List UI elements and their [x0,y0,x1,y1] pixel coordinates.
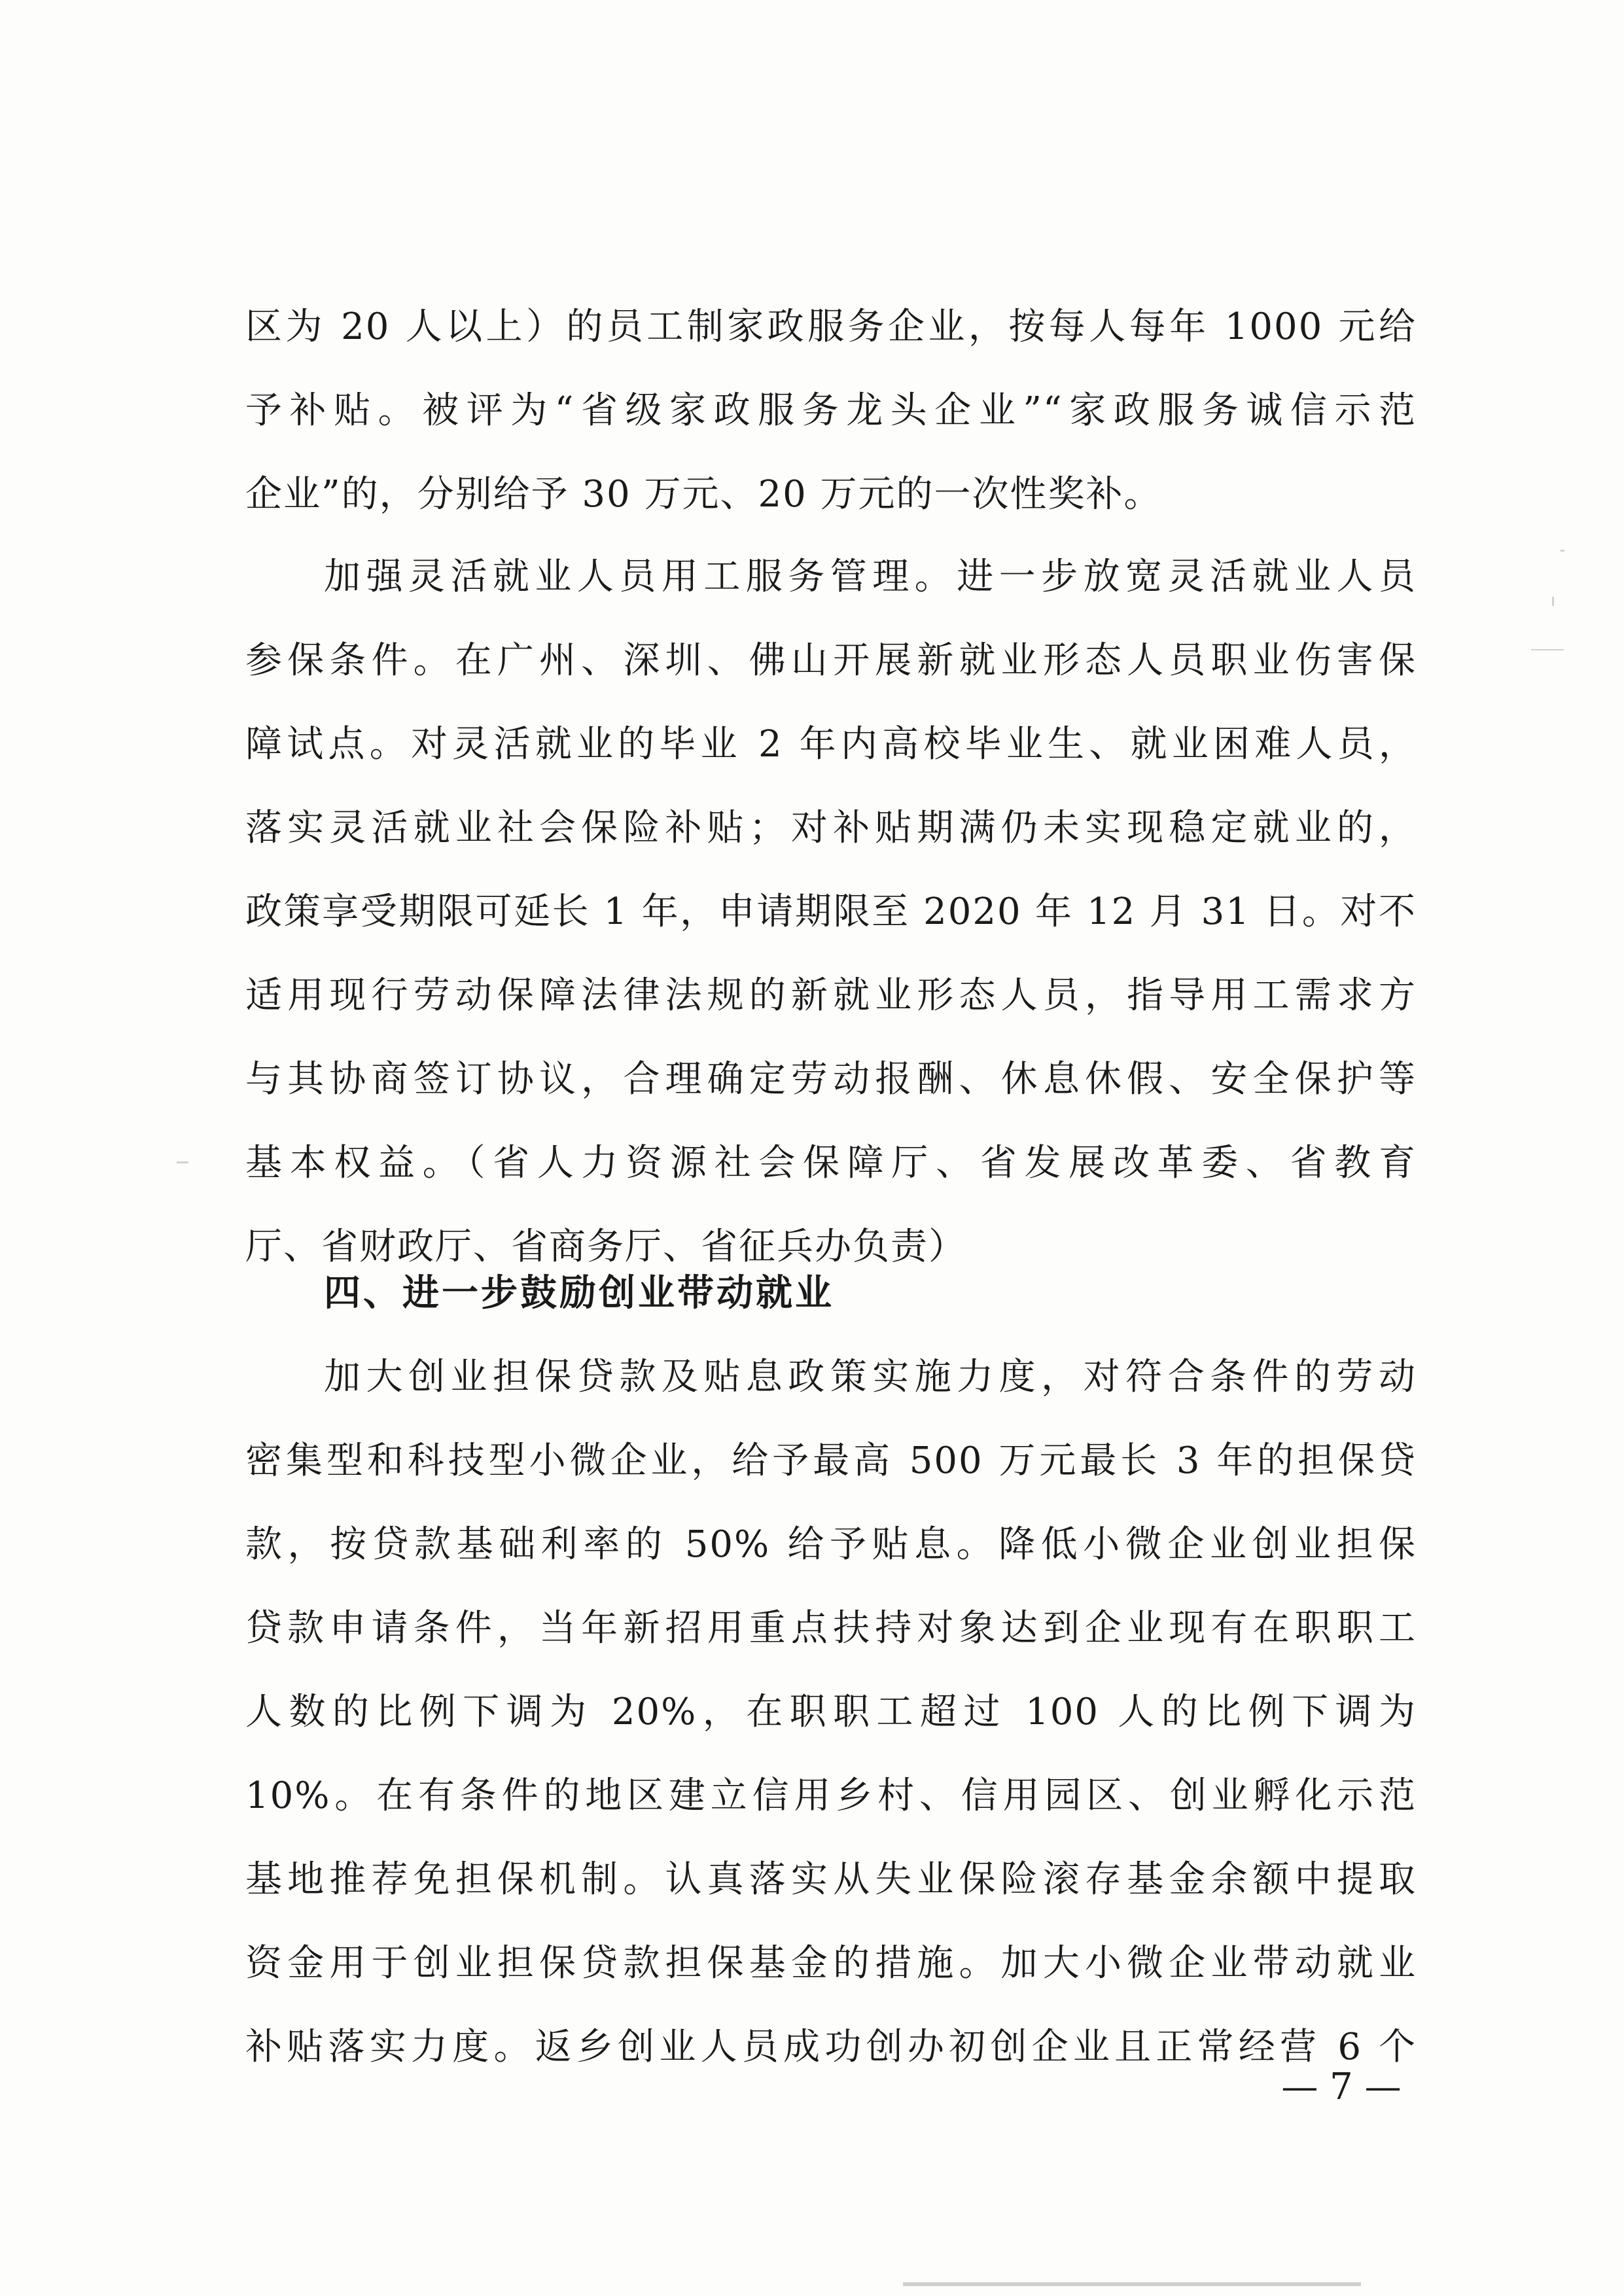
section-heading: 四、进一步鼓励创业带动就业 [324,1272,834,1315]
scan-speck [1531,649,1564,650]
scan-speck [1552,597,1554,606]
paragraph-line: 予补贴。被评为“省级家政服务龙头企业”“家政服务诚信示范 [245,389,1417,432]
paragraph-line: 与其协商签订协议，合理确定劳动报酬、休息休假、安全保护等 [245,1058,1417,1101]
paragraph-line: 基地推荐免担保机制。认真落实从失业保险滚存基金余额中提取 [245,1858,1417,1901]
paragraph-line: 政策享受期限可延长 1 年，申请期限至 2020 年 12 月 31 日。对不 [245,891,1417,933]
paragraph-line: 落实灵活就业社会保险补贴；对补贴期满仍未实现稳定就业的， [245,807,1417,849]
paragraph-line: 10%。在有条件的地区建立信用乡村、信用园区、创业孵化示范 [245,1775,1417,1817]
paragraph-line: 区为 20 人以上）的员工制家政服务企业，按每人每年 1000 元给 [245,306,1417,348]
paragraph-line: 障试点。对灵活就业的毕业 2 年内高校毕业生、就业困难人员， [245,723,1417,766]
scan-speck [1561,550,1564,552]
paragraph-line: 资金用于创业担保贷款担保基金的措施。加大小微企业带动就业 [245,1942,1417,1985]
paragraph-line: 密集型和科技型小微企业，给予最高 500 万元最长 3 年的担保贷 [245,1439,1417,1482]
paragraph-line: 款，按贷款基础利率的 50% 给予贴息。降低小微企业创业担保 [245,1523,1417,1566]
scan-edge [903,2282,1361,2286]
page-number: — 7 — [1281,2066,1402,2108]
scan-speck [177,1161,188,1163]
paragraph-line: 人数的比例下调为 20%，在职职工超过 100 人的比例下调为 [245,1691,1417,1733]
paragraph-line: 加大创业担保贷款及贴息政策实施力度，对符合条件的劳动 [324,1356,1417,1398]
paragraph-line: 加强灵活就业人员用工服务管理。进一步放宽灵活就业人员 [324,556,1417,598]
paragraph-line: 参保条件。在广州、深圳、佛山开展新就业形态人员职业伤害保 [245,639,1417,682]
paragraph-line: 补贴落实力度。返乡创业人员成功创办初创企业且正常经营 6 个 [245,2026,1417,2068]
paragraph-line: 适用现行劳动保障法律法规的新就业形态人员，指导用工需求方 [245,974,1417,1017]
paragraph-line: 企业”的，分别给予 30 万元、20 万元的一次性奖补。 [245,473,1162,516]
paragraph-line: 贷款申请条件，当年新招用重点扶持对象达到企业现有在职职工 [245,1607,1417,1650]
paragraph-line: 基本权益。（省人力资源社会保障厅、省发展改革委、省教育 [245,1142,1417,1184]
paragraph-line: 厅、省财政厅、省商务厅、省征兵办负责） [245,1226,966,1268]
